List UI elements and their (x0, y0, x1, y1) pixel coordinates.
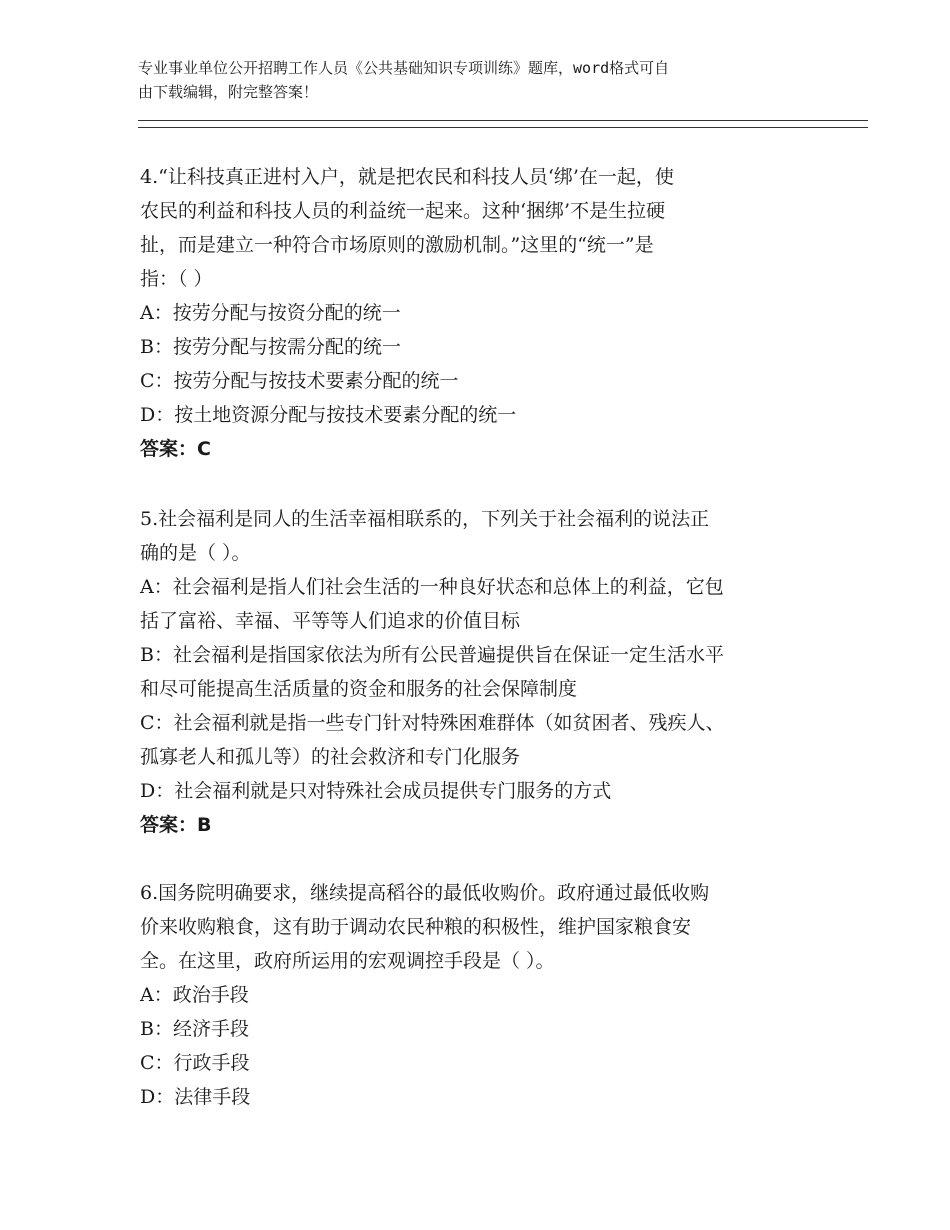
option-a: A：社会福利是指人们社会生活的一种良好状态和总体上的利益，它包 (140, 576, 724, 598)
option-d: D：按土地资源分配与按技术要素分配的统一 (140, 404, 517, 426)
question-stem-line: 价来收购粮食，这有助于调动农民种粮的积极性，维护国家粮食安 (140, 916, 692, 938)
answer: 答案：B (140, 814, 212, 836)
question-stem-line: 确的是（ ）。 (140, 542, 251, 564)
option-c: C：社会福利就是指一些专门针对特殊困难群体（如贫困者、残疾人、 (140, 712, 725, 734)
option-a-cont: 括了富裕、幸福、平等等人们追求的价值目标 (140, 610, 521, 632)
question-stem-line: 4.“让科技真正进村入户，就是把农民和科技人员‘绑’在一起，使 (140, 166, 674, 188)
header-divider (138, 120, 868, 128)
header-line: 由下载编辑，附完整答案！ (138, 83, 319, 101)
question-stem-line: 6.国务院明确要求，继续提高稻谷的最低收购价。政府通过最低收购 (140, 882, 710, 904)
header-line: 专业事业单位公开招聘工作人员《公共基础知识专项训练》题库，word格式可自 (138, 59, 670, 77)
question-6 (140, 876, 820, 1114)
option-a: A：按劳分配与按资分配的统一 (140, 302, 401, 324)
option-b: B：社会福利是指国家依法为所有公民普遍提供旨在保证一定生活水平 (140, 644, 724, 666)
document-header (138, 56, 818, 104)
question-stem-line: 农民的利益和科技人员的利益统一起来。这种‘捆绑’不是生拉硬 (140, 200, 666, 222)
question-stem-line: 5.社会福利是同人的生活幸福相联系的，下列关于社会福利的说法正 (140, 508, 710, 530)
option-b: B：经济手段 (140, 1018, 249, 1040)
option-c: C：按劳分配与按技术要素分配的统一 (140, 370, 459, 392)
question-stem-line: 指：（ ） (140, 268, 213, 290)
question-stem-line: 全。在这里，政府所运用的宏观调控手段是（ ）。 (140, 950, 555, 972)
question-5 (140, 502, 820, 842)
option-d: D：法律手段 (140, 1086, 251, 1108)
question-stem-line: 扯，而是建立一种符合市场原则的激励机制。”这里的“统一”是 (140, 234, 654, 256)
option-b-cont: 和尽可能提高生活质量的资金和服务的社会保障制度 (140, 678, 578, 700)
option-a: A：政治手段 (140, 984, 249, 1006)
option-c: C：行政手段 (140, 1052, 250, 1074)
question-4 (140, 160, 820, 466)
option-c-cont: 孤寡老人和孤儿等）的社会救济和专门化服务 (140, 746, 521, 768)
answer: 答案：C (140, 438, 211, 460)
option-d: D：社会福利就是只对特殊社会成员提供专门服务的方式 (140, 780, 612, 802)
option-b: B：按劳分配与按需分配的统一 (140, 336, 401, 358)
